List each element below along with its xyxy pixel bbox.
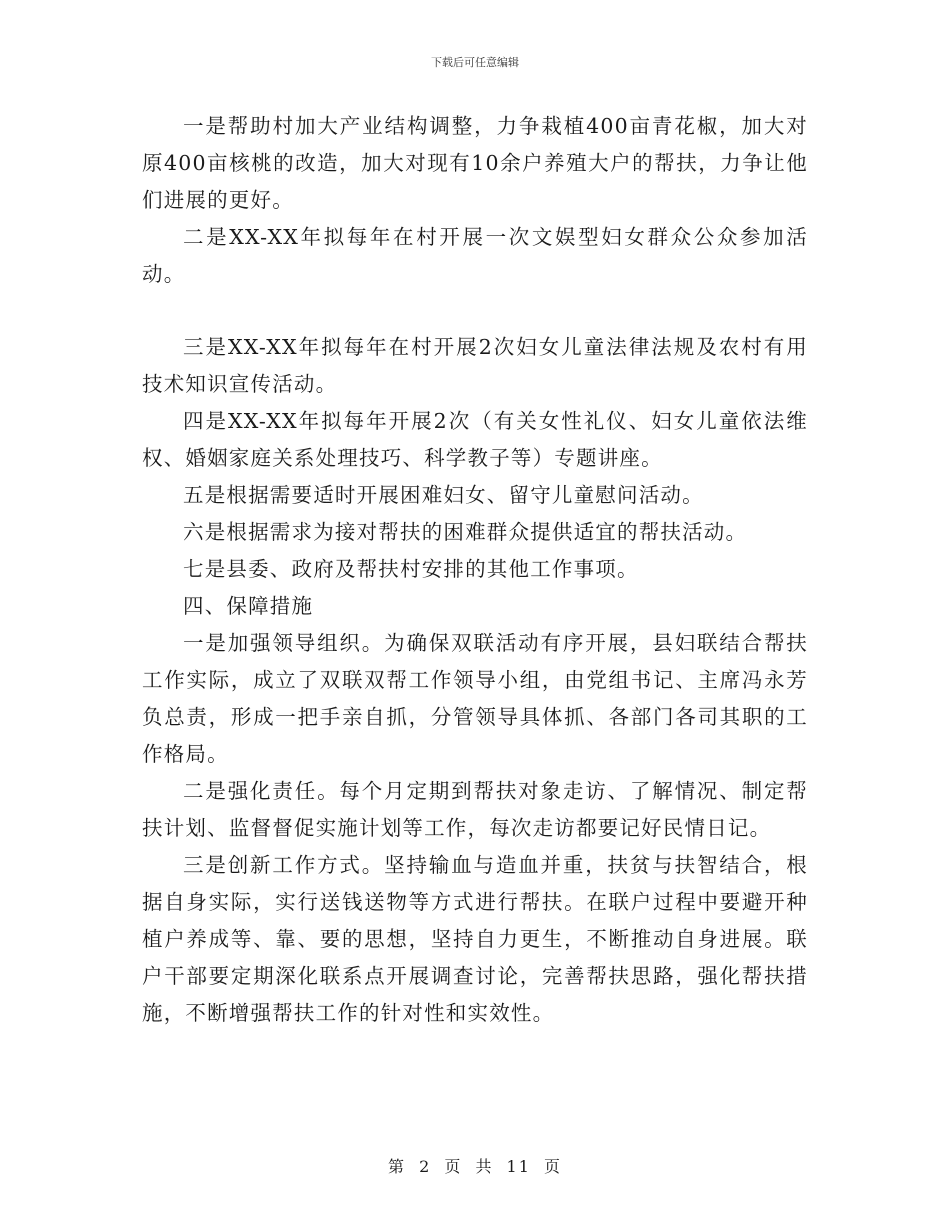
- paragraph-innovation: 三是创新工作方式。坚持输血与造血并重，扶贫与扶智结合，根据自身实际，实行送钱送物等方式进行帮扶。在联户过程中要避开种植户养成等、靠、要的思想，坚持自力更生，不断推动自身进展。联户干部要定期深化联系点开展调查讨论，完善帮扶思路，强化帮扶措施，不断增强帮扶工作的针对性和实效性。: [142, 853, 808, 1025]
- section-heading-safeguards: 四、保障措施: [183, 594, 314, 618]
- paragraph-condolence: 五是根据需要适时开展困难妇女、留守儿童慰问活动。: [183, 483, 704, 507]
- paragraph-leadership: 一是加强领导组织。为确保双联活动有序开展，县妇联结合帮扶工作实际，成立了双联双帮工作领导小组，由党组书记、主席冯永芳负总责，形成一把手亲自抓，分管领导具体抓、各部门各司其职的工作格局。: [142, 631, 808, 766]
- header-note: 下载后可任意编辑: [431, 56, 519, 69]
- paragraph-gap: [142, 293, 808, 329]
- paragraph-law-publicity: 三是XX-XX年拟每年在村开展2次妇女儿童法律法规及农村有用技术知识宣传活动。: [142, 335, 808, 396]
- paragraph-lectures: 四是XX-XX年拟每年开展2次（有关女性礼仪、妇女儿童依法维权、婚姻家庭关系处理技巧、科学教子等）专题讲座。: [142, 409, 808, 470]
- paragraph-industry: 一是帮助村加大产业结构调整，力争栽植400亩青花椒，加大对原400亩核桃的改造，加大对现有10余户养殖大户的帮扶，力争让他们进展的更好。: [142, 114, 808, 212]
- document-body: [142, 108, 808, 1032]
- paragraph-culture-activity: 二是XX-XX年拟每年在村开展一次文娱型妇女群众公众参加活动。: [142, 225, 808, 286]
- paragraph-responsibility: 二是强化责任。每个月定期到帮扶对象走访、了解情况、制定帮扶计划、监督督促实施计划等工作，每次走访都要记好民情日记。: [142, 779, 808, 840]
- paragraph-other-tasks: 七是县委、政府及帮扶村安排的其他工作事项。: [183, 557, 639, 581]
- page-number-footer: 第 2 页 共 11 页: [388, 1157, 562, 1176]
- paragraph-assistance: 六是根据需求为接对帮扶的困难群众提供适宜的帮扶活动。: [183, 520, 748, 544]
